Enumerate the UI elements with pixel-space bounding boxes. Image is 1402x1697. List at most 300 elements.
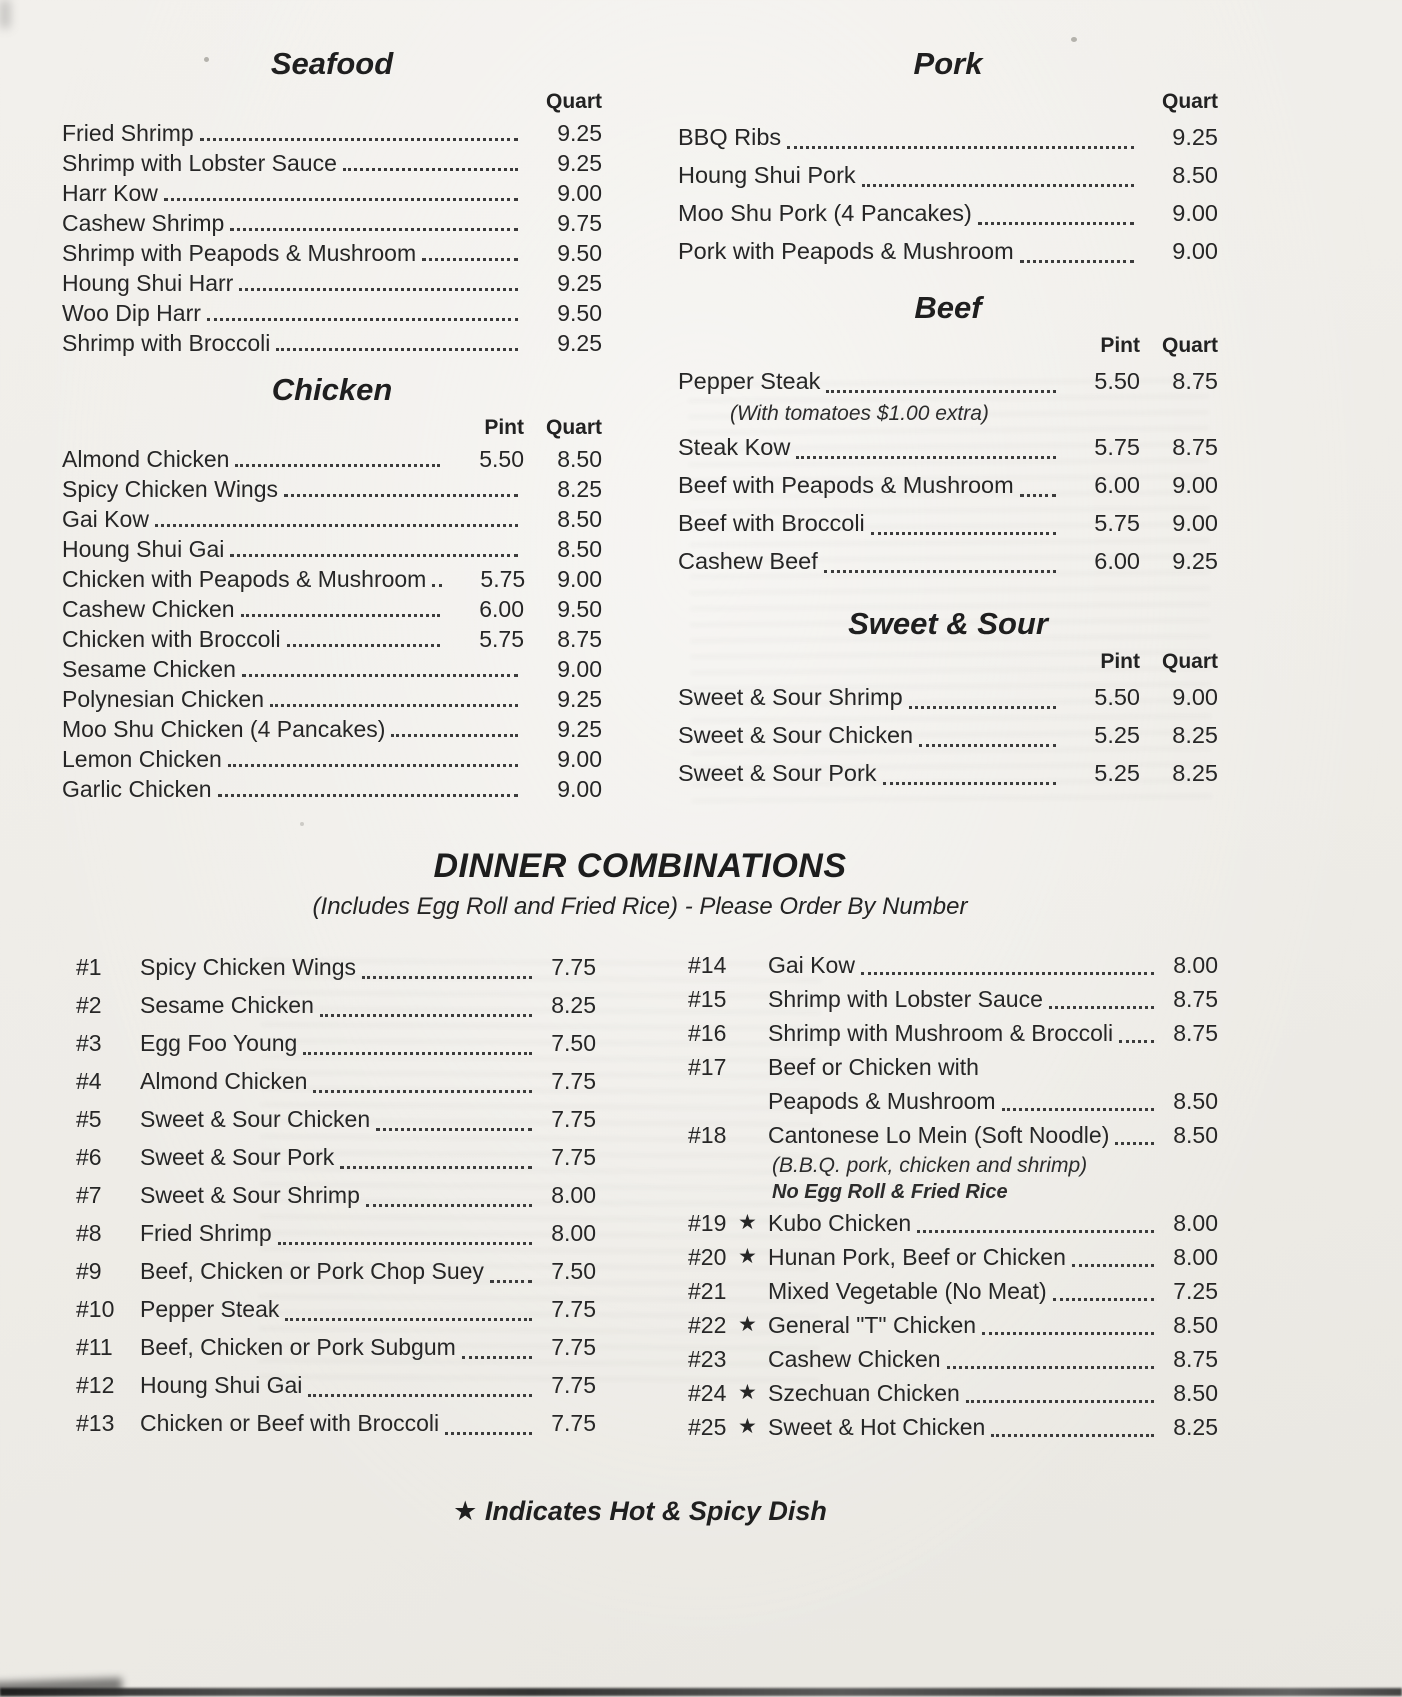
quart-price: 8.75 (1172, 434, 1218, 460)
item-price: 8.25 (1173, 1414, 1218, 1440)
pint-price: 6.00 (1094, 548, 1140, 574)
quart-price: 9.25 (557, 686, 602, 712)
quart-price: 9.25 (1172, 548, 1218, 574)
combo-number: #5 (76, 1106, 102, 1132)
combo-number: #2 (76, 992, 102, 1018)
dinner-combinations-subtitle: (Includes Egg Roll and Fried Rice) - Please Order By Number (312, 893, 968, 920)
item-price: 7.50 (551, 1258, 596, 1284)
dot-leader (284, 494, 518, 497)
combo-number: #12 (76, 1372, 115, 1398)
menu-item-row (62, 504, 602, 534)
dot-leader (1115, 1142, 1154, 1145)
quart-price: 8.25 (557, 476, 602, 502)
left-column (62, 46, 602, 804)
item-price: 8.25 (551, 992, 596, 1018)
menu-item-row (76, 1176, 596, 1214)
menu-item-name: Cashew Shrimp (62, 210, 225, 236)
dot-leader (278, 1242, 532, 1245)
beef-column-headers (678, 328, 1218, 362)
menu-top-columns (62, 46, 1218, 804)
dot-leader (432, 584, 442, 587)
quart-price: 9.50 (557, 300, 602, 326)
beef-section-title: Beef (914, 290, 982, 325)
pint-price: 6.00 (1094, 472, 1140, 498)
menu-item-row (76, 1290, 596, 1328)
quart-price: 9.25 (1172, 124, 1218, 150)
menu-item-name: Spicy Chicken Wings (140, 954, 357, 980)
quart-column-header: Quart (545, 90, 602, 113)
menu-item-row (678, 466, 1218, 504)
item-price: 7.50 (551, 1030, 596, 1056)
item-price: 8.00 (1173, 952, 1218, 978)
dot-leader (313, 1090, 532, 1093)
menu-item-name: Beef, Chicken or Pork Subgum (140, 1334, 456, 1360)
beef-item-list (678, 362, 1218, 580)
combo-number: #11 (76, 1334, 113, 1360)
menu-item-row (76, 1214, 596, 1252)
menu-item-name: Peapods & Mushroom (768, 1088, 996, 1114)
pint-price: 5.50 (1094, 368, 1140, 394)
menu-item-name: Szechuan Chicken (768, 1380, 960, 1406)
dot-leader (422, 258, 518, 261)
menu-item-row (688, 1274, 1218, 1308)
combo-number: #16 (688, 1020, 727, 1046)
quart-price: 9.25 (557, 330, 602, 356)
menu-item-row (62, 118, 602, 148)
dinner-combinations-section (62, 846, 1218, 1444)
combo-number: #15 (688, 986, 727, 1012)
menu-item-row-continued (688, 1084, 1218, 1118)
menu-item-name: Chicken with Peapods & Mushroom (62, 566, 427, 592)
dot-leader (826, 390, 1056, 393)
menu-item-row (688, 1410, 1218, 1444)
sweet-sour-section-title: Sweet & Sour (848, 606, 1048, 641)
dot-leader (787, 146, 1134, 149)
menu-item-name: BBQ Ribs (678, 124, 782, 150)
pint-column-header: Pint (484, 416, 524, 439)
quart-price: 9.25 (557, 120, 602, 146)
menu-item-name: Shrimp with Broccoli (62, 330, 271, 356)
menu-item-name: Cantonese Lo Mein (Soft Noodle) (768, 1122, 1110, 1148)
menu-item-name: Egg Foo Young (140, 1030, 298, 1056)
menu-item-row (62, 624, 602, 654)
quart-price: 9.50 (557, 596, 602, 622)
menu-item-row (76, 1366, 596, 1404)
hot-spicy-star-icon: ★ (738, 1245, 757, 1268)
item-price: 7.75 (551, 1334, 596, 1360)
menu-item-row (678, 504, 1218, 542)
pork-column-headers (678, 84, 1218, 118)
dot-leader (861, 972, 1154, 975)
pork-item-list (678, 118, 1218, 270)
dot-leader (1049, 1006, 1154, 1009)
pint-price: 5.75 (479, 626, 524, 652)
menu-item-name: Sweet & Hot Chicken (768, 1414, 986, 1440)
dot-leader (871, 532, 1056, 535)
menu-item-name: Cashew Chicken (768, 1346, 941, 1372)
menu-item-name: Fried Shrimp (140, 1220, 272, 1246)
combo-number: #1 (76, 954, 102, 980)
quart-column-header: Quart (1161, 334, 1218, 357)
menu-item-name: Garlic Chicken (62, 776, 212, 802)
dot-leader (241, 614, 440, 617)
menu-item-row (76, 1328, 596, 1366)
quart-price: 9.00 (1172, 684, 1218, 710)
pint-column-header: Pint (1100, 334, 1140, 357)
menu-item-row (678, 754, 1218, 792)
dot-leader (362, 976, 532, 979)
item-price: 7.25 (1173, 1278, 1218, 1304)
combo-number: #8 (76, 1220, 102, 1246)
menu-item-row (688, 1342, 1218, 1376)
dot-leader (796, 456, 1056, 459)
menu-item-name: Shrimp with Peapods & Mushroom (62, 240, 417, 266)
dot-leader (230, 228, 518, 231)
menu-item-name: Pork with Peapods & Mushroom (678, 238, 1014, 264)
menu-item-name: Cashew Beef (678, 548, 818, 574)
dot-leader (917, 1230, 1154, 1233)
combo-number: #7 (76, 1182, 102, 1208)
dot-leader (228, 764, 518, 767)
menu-item-name: Hunan Pork, Beef or Chicken (768, 1244, 1066, 1270)
menu-item-name: Polynesian Chicken (62, 686, 265, 712)
quart-price: 8.25 (1172, 722, 1218, 748)
chicken-item-list (62, 444, 602, 804)
dinner-combos-right-list (688, 948, 1218, 1444)
menu-item-name: Moo Shu Chicken (4 Pancakes) (62, 716, 386, 742)
menu-item-name: Sweet & Sour Chicken (678, 722, 914, 748)
menu-item-name: Chicken or Beef with Broccoli (140, 1410, 440, 1436)
menu-item-row (76, 1100, 596, 1138)
quart-price: 8.50 (557, 536, 602, 562)
menu-item-row (62, 298, 602, 328)
menu-item-name: Shrimp with Mushroom & Broccoli (768, 1020, 1114, 1046)
menu-item-note: (B.B.Q. pork, chicken and shrimp) (772, 1154, 1088, 1177)
menu-item-name: Houng Shui Harr (62, 270, 234, 296)
menu-item-row (678, 716, 1218, 754)
quart-price: 8.75 (1172, 368, 1218, 394)
dot-leader (340, 1166, 532, 1169)
menu-item-name: Sesame Chicken (62, 656, 236, 682)
section-sweet-sour (678, 606, 1218, 792)
quart-price: 9.00 (1172, 472, 1218, 498)
section-seafood (62, 46, 602, 358)
quart-column-header: Quart (545, 416, 602, 439)
dot-leader (490, 1280, 532, 1283)
hot-spicy-star-icon: ★ (738, 1415, 757, 1438)
menu-item-row (76, 1138, 596, 1176)
menu-item-name: Chicken with Broccoli (62, 626, 281, 652)
menu-item-row (678, 428, 1218, 466)
menu-item-name: Beef with Peapods & Mushroom (678, 472, 1014, 498)
dot-leader (276, 348, 518, 351)
item-price: 8.75 (1173, 1346, 1218, 1372)
dot-leader (1020, 494, 1056, 497)
combo-number: #6 (76, 1144, 102, 1170)
dot-leader (862, 184, 1134, 187)
menu-item-row (62, 208, 602, 238)
dot-leader (308, 1394, 532, 1397)
dot-leader (883, 782, 1056, 785)
combo-number: #21 (688, 1278, 727, 1304)
combo-number: #20 (688, 1244, 727, 1270)
seafood-column-headers (62, 84, 602, 118)
item-price: 7.75 (551, 1106, 596, 1132)
menu-item-row (76, 1404, 596, 1442)
menu-item-note: No Egg Roll & Fried Rice (772, 1181, 1008, 1203)
pint-price: 5.25 (1094, 722, 1140, 748)
dot-leader (991, 1434, 1154, 1437)
combo-number: #10 (76, 1296, 115, 1322)
combo-number: #24 (688, 1380, 727, 1406)
item-price: 7.75 (551, 1296, 596, 1322)
combo-number: #9 (76, 1258, 102, 1284)
menu-item-name: Houng Shui Gai (62, 536, 225, 562)
dot-leader (1053, 1298, 1154, 1301)
menu-item-row (62, 594, 602, 624)
menu-item-name: Sweet & Sour Pork (140, 1144, 335, 1170)
dot-leader (235, 464, 440, 467)
dot-leader (982, 1332, 1154, 1335)
menu-item-row (62, 714, 602, 744)
hot-spicy-star-icon: ★ (738, 1381, 757, 1404)
dot-leader (824, 570, 1056, 573)
menu-item-row (76, 1062, 596, 1100)
combo-number: #13 (76, 1410, 115, 1436)
menu-item-name: General "T" Chicken (768, 1312, 977, 1338)
item-price: 7.75 (551, 1068, 596, 1094)
seafood-section-title: Seafood (270, 46, 394, 81)
item-price: 8.50 (1173, 1088, 1218, 1114)
dot-leader (1072, 1264, 1154, 1267)
menu-item-row (678, 678, 1218, 716)
dot-leader (1119, 1040, 1154, 1043)
section-pork (678, 46, 1218, 270)
menu-item-name: Shrimp with Lobster Sauce (62, 150, 337, 176)
menu-item-row (678, 232, 1218, 270)
right-column (678, 46, 1218, 804)
combo-number: #4 (76, 1068, 102, 1094)
quart-price: 9.25 (557, 716, 602, 742)
chicken-section-title: Chicken (271, 372, 393, 407)
menu-item-row (62, 148, 602, 178)
dot-leader (285, 1318, 532, 1321)
dot-leader (303, 1052, 532, 1055)
combo-number: #25 (688, 1414, 727, 1440)
menu-item-row (678, 118, 1218, 156)
menu-item-row (688, 948, 1218, 982)
dot-leader (155, 524, 518, 527)
combo-number: #23 (688, 1346, 727, 1372)
menu-item-row (688, 1016, 1218, 1050)
quart-price: 9.00 (557, 746, 602, 772)
dot-leader (218, 794, 518, 797)
menu-item-name: Harr Kow (62, 180, 158, 206)
menu-item-name: Almond Chicken (62, 446, 230, 472)
menu-item-name: Moo Shu Pork (4 Pancakes) (678, 200, 972, 226)
dot-leader (978, 222, 1134, 225)
combo-number: #3 (76, 1030, 102, 1056)
quart-price: 9.25 (557, 270, 602, 296)
pint-price: 5.50 (1094, 684, 1140, 710)
hot-spicy-star-icon: ★ (738, 1313, 757, 1336)
item-price: 8.75 (1173, 1020, 1218, 1046)
menu-item-row (76, 948, 596, 986)
menu-item-name: Cashew Chicken (62, 596, 235, 622)
pint-price: 6.00 (479, 596, 524, 622)
menu-item-name: Mixed Vegetable (No Meat) (768, 1278, 1047, 1304)
dot-leader (242, 674, 518, 677)
dinner-combinations-columns (76, 948, 1218, 1444)
item-price: 7.75 (551, 1372, 596, 1398)
menu-item-name: Houng Shui Pork (678, 162, 856, 188)
menu-item-row (688, 1376, 1218, 1410)
combo-number: #18 (688, 1122, 727, 1148)
item-price: 8.75 (1173, 986, 1218, 1012)
item-price: 8.50 (1173, 1122, 1218, 1148)
dot-leader (391, 734, 518, 737)
combo-number: #17 (688, 1054, 727, 1080)
quart-price: 9.00 (557, 776, 602, 802)
menu-item-row (62, 534, 602, 564)
menu-item-row (688, 982, 1218, 1016)
menu-item-name: Almond Chicken (140, 1068, 308, 1094)
chicken-column-headers (62, 410, 602, 444)
section-beef (678, 290, 1218, 580)
item-price: 8.00 (551, 1220, 596, 1246)
quart-price: 9.75 (557, 210, 602, 236)
dot-leader (445, 1432, 532, 1435)
menu-item-name: Shrimp with Lobster Sauce (768, 986, 1043, 1012)
menu-item-row (62, 684, 602, 714)
dot-leader (1020, 260, 1134, 263)
dot-leader (909, 706, 1056, 709)
menu-item-row (688, 1050, 1218, 1084)
item-price: 7.75 (551, 954, 596, 980)
quart-price: 9.00 (1172, 200, 1218, 226)
item-price: 8.00 (1173, 1244, 1218, 1270)
menu-item-row (678, 156, 1218, 194)
dot-leader (343, 168, 518, 171)
menu-item-name: Woo Dip Harr (62, 300, 201, 326)
menu-item-row (62, 654, 602, 684)
menu-item-name: Fried Shrimp (62, 120, 194, 146)
combo-number: #14 (688, 952, 727, 978)
dot-leader (200, 138, 518, 141)
menu-item-row (62, 268, 602, 298)
menu-item-note: (With tomatoes $1.00 extra) (730, 402, 989, 425)
menu-item-name: Kubo Chicken (768, 1210, 912, 1236)
dot-leader (164, 198, 518, 201)
dot-leader (947, 1366, 1154, 1369)
quart-column-header: Quart (1161, 90, 1218, 113)
quart-price: 9.50 (557, 240, 602, 266)
quart-price: 9.00 (557, 566, 602, 592)
dot-leader (966, 1400, 1154, 1403)
pint-price: 5.75 (480, 566, 526, 592)
dot-leader (366, 1204, 532, 1207)
dot-leader (919, 744, 1056, 747)
menu-item-name: Beef, Chicken or Pork Chop Suey (140, 1258, 484, 1284)
sweet-sour-column-headers (678, 644, 1218, 678)
menu-item-name: Pepper Steak (140, 1296, 280, 1322)
quart-price: 8.50 (1172, 162, 1218, 188)
quart-price: 8.75 (557, 626, 602, 652)
dot-leader (239, 288, 518, 291)
item-price: 8.00 (551, 1182, 596, 1208)
menu-item-name: Pepper Steak (678, 368, 821, 394)
menu-item-row (62, 744, 602, 774)
dot-leader (320, 1014, 532, 1017)
item-price: 7.75 (551, 1410, 596, 1436)
menu-item-name: Sweet & Sour Chicken (140, 1106, 371, 1132)
menu-item-row (688, 1206, 1218, 1240)
item-price: 8.50 (1173, 1312, 1218, 1338)
dot-leader (230, 554, 518, 557)
pork-section-title: Pork (913, 46, 983, 81)
quart-price: 9.00 (1172, 510, 1218, 536)
item-price: 8.00 (1173, 1210, 1218, 1236)
dot-leader (287, 644, 440, 647)
dot-leader (207, 318, 518, 321)
quart-price: 8.50 (557, 506, 602, 532)
dot-leader (376, 1128, 532, 1131)
menu-item-name: Beef or Chicken with (768, 1054, 979, 1080)
section-chicken (62, 372, 602, 804)
scan-bottom-edge (0, 1688, 1402, 1696)
pint-column-header: Pint (1100, 650, 1140, 673)
dot-leader (270, 704, 518, 707)
menu-item-row (62, 328, 602, 358)
dinner-combos-left-list (76, 948, 596, 1444)
combo-number: #19 (688, 1210, 727, 1236)
menu-item-row (678, 362, 1218, 400)
menu-item-row (62, 474, 602, 504)
sweet-sour-item-list (678, 678, 1218, 792)
menu-item-row (688, 1308, 1218, 1342)
quart-price: 8.50 (557, 446, 602, 472)
seafood-item-list (62, 118, 602, 358)
item-price: 8.50 (1173, 1380, 1218, 1406)
menu-item-name: Gai Kow (768, 952, 855, 978)
pint-price: 5.25 (1094, 760, 1140, 786)
menu-item-row (688, 1240, 1218, 1274)
item-price: 7.75 (551, 1144, 596, 1170)
pint-price: 5.75 (1094, 434, 1140, 460)
menu-item-name: Steak Kow (678, 434, 791, 460)
menu-item-row (62, 564, 602, 594)
menu-item-name: Gai Kow (62, 506, 149, 532)
pint-price: 5.75 (1094, 510, 1140, 536)
menu-item-name: Sweet & Sour Shrimp (678, 684, 903, 710)
menu-item-row (62, 444, 602, 474)
pint-price: 5.50 (479, 446, 524, 472)
menu-item-row (76, 1024, 596, 1062)
menu-item-row (678, 194, 1218, 232)
quart-price: 9.00 (557, 180, 602, 206)
menu-item-name: Spicy Chicken Wings (62, 476, 279, 502)
menu-item-row (688, 1118, 1218, 1152)
combo-number: #22 (688, 1312, 727, 1338)
quart-price: 9.25 (557, 150, 602, 176)
menu-item-name: Sweet & Sour Shrimp (140, 1182, 360, 1208)
quart-column-header: Quart (1161, 650, 1218, 673)
menu-item-name: Beef with Broccoli (678, 510, 865, 536)
quart-price: 9.00 (557, 656, 602, 682)
menu-item-name: Sweet & Sour Pork (678, 760, 877, 786)
dot-leader (1002, 1108, 1154, 1111)
quart-price: 8.25 (1172, 760, 1218, 786)
